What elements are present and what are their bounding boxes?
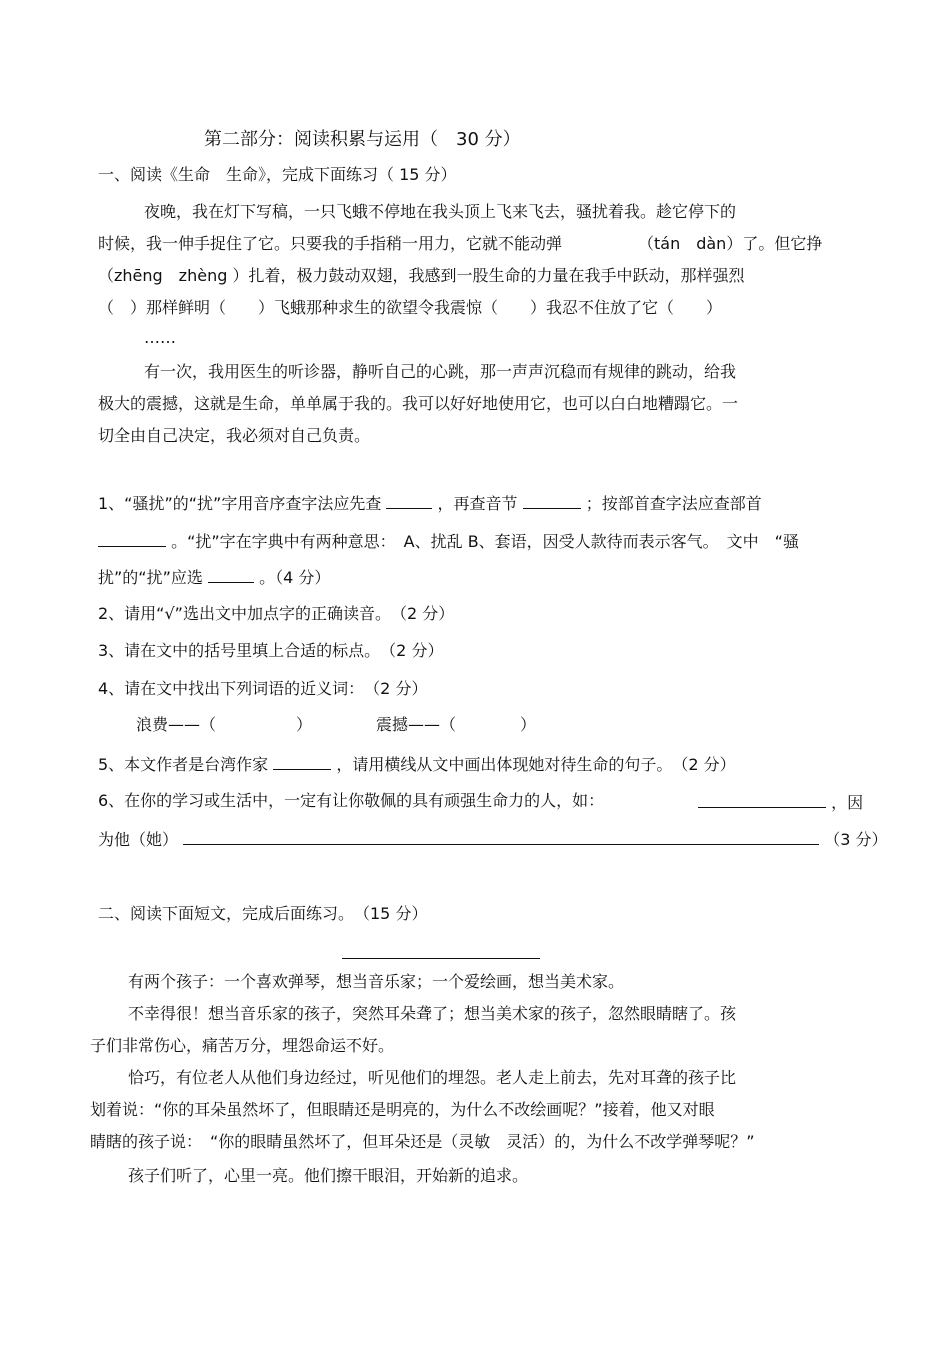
- question-3: 3、请在文中的括号里填上合适的标点。 （2 分）: [98, 641, 444, 660]
- q1-text-a: 1、“骚扰”的“扰”字用音序查字法应先查: [98, 494, 382, 513]
- q6-text-d: （3 分）: [824, 830, 888, 849]
- q1-text-b: ，再查音节: [437, 494, 518, 513]
- question-5: [98, 753, 736, 775]
- passage1-line: （ ）那样鲜明（ ）飞蛾那种求生的欲望令我震惊（ ）我忍不住放了它（ ）: [98, 298, 723, 317]
- q1-text-c: ；按部首查字法应查部首: [585, 494, 762, 513]
- section-title: 第二部分：阅读积累与运用（ 30 分）: [204, 129, 521, 150]
- q4-synonym-waste[interactable]: 浪费——（ ）: [136, 715, 313, 734]
- passage2-line: 有两个孩子：一个喜欢弹琴，想当音乐家；一个爱绘画，想当美术家。: [128, 972, 625, 991]
- passage2-line: 划着说：“你的耳朵虽然坏了，但眼睛还是明亮的，为什么不改绘画呢？”接着，他又对眼: [90, 1100, 715, 1119]
- question-1-line2: [98, 530, 799, 552]
- passage1-line: 有一次，我用医生的听诊器，静听自己的心跳，那一声声沉稳而有规律的跳动，给我: [144, 362, 737, 381]
- passage2-line: 恰巧，有位老人从他们身边经过，听见他们的埋怨。老人走上前去，先对耳聋的孩子比: [128, 1068, 737, 1087]
- passage2-line: 孩子们听了，心里一亮。他们擦干眼泪，开始新的追求。: [128, 1166, 529, 1185]
- passage1-pinyin-tan: （tán dàn）了。但它挣: [638, 234, 823, 253]
- question-1: [98, 492, 762, 514]
- q6-blank-person[interactable]: [698, 791, 826, 808]
- question-1-line3: [98, 566, 330, 588]
- q1-text-f: 。（4 分）: [259, 568, 331, 587]
- q5-text-a: 5、本文作者是台湾作家: [98, 755, 269, 774]
- question-6-line2: [98, 828, 887, 850]
- passage2-line: 不幸得很！想当音乐家的孩子，突然耳朵聋了；想当美术家的孩子，忽然眼睛瞎了。孩: [128, 1004, 737, 1023]
- question-2: 2、请用“√”选出文中加点字的正确读音。 （2 分）: [98, 604, 455, 623]
- question-6: [98, 791, 604, 811]
- passage1-line: 时候，我一伸手捉住了它。只要我的手指稍一用力，它就不能动弹: [98, 234, 563, 253]
- q6-text-a: 6、在你的学习或生活中，一定有让你敬佩的具有顽强生命力的人，如：: [98, 791, 605, 810]
- passage1-ellipsis: ……: [144, 328, 176, 347]
- q1-text-d: 。“扰”字在字典中有两种意思： A、扰乱 B、套语，因受人款待而表示客气。 文中 “骚: [171, 532, 799, 551]
- q1-blank-letter[interactable]: [386, 492, 432, 509]
- part1-heading: 一、阅读《生命 生命》，完成下面练习（ 15 分）: [98, 165, 457, 184]
- part2-title-blank[interactable]: [342, 958, 540, 959]
- q6-line1-end: [698, 791, 863, 813]
- passage1-line: （zhēng zhèng ）扎着，极力鼓动双翅，我感到一股生命的力量在我手中跃动，那样强烈: [98, 266, 745, 285]
- passage1-line: 夜晚，我在灯下写稿，一只飞蛾不停地在我头顶上飞来飞去，骚扰着我。趁它停下的: [144, 202, 737, 221]
- q1-blank-meaning[interactable]: [208, 566, 254, 583]
- q5-text-b: ，请用横线从文中画出体现她对待生命的句子。 （2 分）: [336, 755, 736, 774]
- question-4: 4、请在文中找出下列词语的近义词： （2 分）: [98, 679, 428, 698]
- q1-blank-radical[interactable]: [98, 530, 166, 547]
- q1-text-e: 扰”的“扰”应选: [98, 568, 203, 587]
- q6-text-c: 为他（她）: [98, 830, 179, 849]
- passage1-line: 切全由自己决定，我必须对自己负责。: [98, 426, 371, 445]
- part2-heading: 二、阅读下面短文，完成后面练习。 （15 分）: [98, 904, 428, 923]
- q5-blank-author[interactable]: [273, 753, 331, 770]
- q4-synonym-shock[interactable]: 震撼——（ ）: [376, 715, 537, 734]
- q6-text-b: ，因: [831, 793, 864, 812]
- passage2-line: 睛瞎的孩子说： “你的眼睛虽然坏了，但耳朵还是（灵敏 灵活）的，为什么不改学弹琴呢？”: [90, 1132, 755, 1151]
- passage2-line: 子们非常伤心，痛苦万分，埋怨命运不好。: [90, 1036, 395, 1055]
- q1-blank-syllable[interactable]: [523, 492, 581, 509]
- passage1-line: 极大的震撼，这就是生命，单单属于我的。我可以好好地使用它，也可以白白地糟蹋它。一: [98, 394, 739, 413]
- q6-blank-reason[interactable]: [183, 828, 819, 845]
